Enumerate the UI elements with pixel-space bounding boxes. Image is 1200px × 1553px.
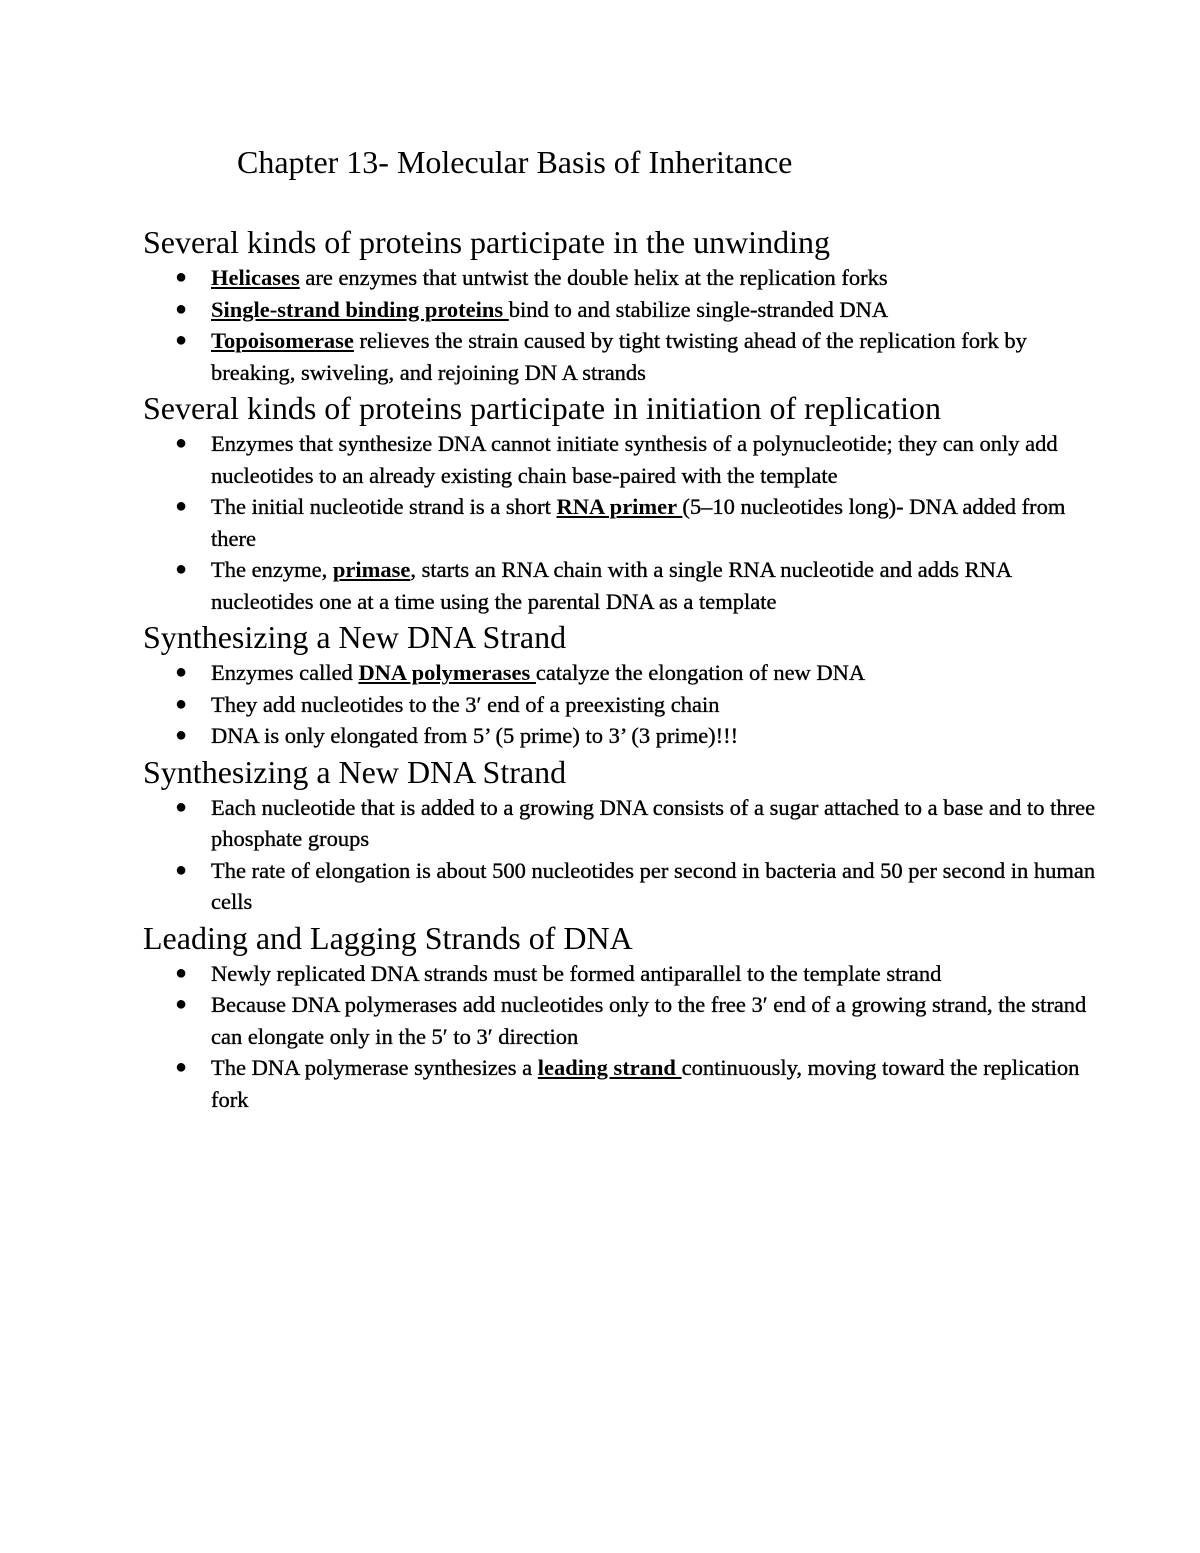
item-text: They add nucleotides to the 3′ end of a preexisting chain bbox=[211, 691, 720, 717]
item-text: are enzymes that untwist the double helix at the replication forks bbox=[299, 265, 888, 290]
bullet-icon: ● bbox=[175, 329, 188, 351]
page-title: Chapter 13- Molecular Basis of Inheritance bbox=[237, 144, 793, 180]
document-body bbox=[143, 222, 1103, 1115]
bullet-icon: ● bbox=[175, 858, 188, 881]
section-unwinding bbox=[143, 222, 1103, 388]
item-text: The initial nucleotide strand is a short bbox=[211, 494, 557, 519]
item-text: Newly replicated DNA strands must be formed antiparallel to the template strand bbox=[211, 960, 942, 986]
list-item bbox=[143, 262, 1103, 294]
bullet-icon: ● bbox=[175, 266, 188, 288]
bullet-list bbox=[143, 958, 1103, 1116]
bullet-icon: ● bbox=[175, 795, 188, 818]
section-heading: Synthesizing a New DNA Strand bbox=[143, 619, 567, 655]
key-term: Helicases bbox=[211, 265, 300, 290]
key-term: RNA primer bbox=[556, 494, 683, 519]
bullet-icon: ● bbox=[175, 495, 188, 517]
bullet-icon: ● bbox=[175, 724, 188, 746]
section-heading: Leading and Lagging Strands of DNA bbox=[143, 919, 633, 956]
item-text: Because DNA polymerases add nucleotides only to the free 3′ end of a growing strand, the strand can elongate only in the 5′ to 3′ direction bbox=[211, 992, 1087, 1049]
list-item bbox=[143, 657, 1103, 689]
list-item bbox=[143, 958, 1103, 990]
item-text: The rate of elongation is about 500 nucleotides per second in bacteria and 50 per second in human cells bbox=[211, 857, 1096, 914]
item-text: relieves the strain caused by tight twisting ahead of the replication fork by breaking, swiveling, and rejoining DN A strands bbox=[211, 328, 1027, 385]
list-item bbox=[143, 720, 1103, 752]
bullet-icon: ● bbox=[175, 692, 188, 715]
list-item bbox=[143, 989, 1103, 1052]
list-item bbox=[143, 689, 1103, 721]
list-item bbox=[143, 428, 1103, 491]
key-term: leading strand bbox=[537, 1055, 682, 1080]
bullet-list bbox=[143, 262, 1103, 388]
list-item bbox=[143, 792, 1103, 855]
key-term: primase bbox=[332, 557, 411, 582]
list-item bbox=[143, 325, 1103, 388]
key-term: Single-strand binding proteins bbox=[211, 296, 509, 322]
bullet-icon: ● bbox=[175, 558, 188, 580]
section-synthesizing-1 bbox=[143, 617, 1103, 752]
bullet-icon: ● bbox=[175, 1056, 188, 1078]
item-text: bind to and stabilize single-stranded DNA bbox=[508, 296, 889, 322]
item-text: , starts an RNA chain with a single RNA nucleotide and adds RNA nucleotides one at a time using the parental DNA as a template bbox=[211, 557, 1011, 614]
bullet-icon: ● bbox=[175, 297, 188, 320]
bullet-list bbox=[143, 428, 1103, 617]
bullet-list bbox=[143, 792, 1103, 918]
list-item bbox=[143, 554, 1103, 617]
item-text: DNA is only elongated from 5’ (5 prime) to 3’ (3 prime)!!! bbox=[211, 723, 739, 748]
item-text: Each nucleotide that is added to a growing DNA consists of a sugar attached to a base and to three phosphate groups bbox=[211, 794, 1096, 851]
section-heading: Synthesizing a New DNA Strand bbox=[143, 753, 567, 790]
section-initiation bbox=[143, 388, 1103, 617]
item-text: Enzymes called bbox=[211, 660, 359, 685]
item-text: catalyze the elongation of new DNA bbox=[535, 660, 866, 685]
section-heading: Several kinds of proteins participate in the unwinding bbox=[143, 224, 830, 260]
key-term: Topoisomerase bbox=[211, 328, 354, 353]
item-text: continuously, moving toward the replication fork bbox=[211, 1055, 1080, 1112]
list-item bbox=[143, 1052, 1103, 1115]
item-text: (5–10 nucleotides long)- DNA added from there bbox=[211, 494, 1066, 551]
key-term: DNA polymerases bbox=[358, 660, 536, 685]
section-leading-lagging bbox=[143, 918, 1103, 1116]
list-item bbox=[143, 855, 1103, 918]
list-item bbox=[143, 491, 1103, 554]
item-text: The enzyme, bbox=[211, 557, 333, 582]
list-item bbox=[143, 294, 1103, 326]
bullet-icon: ● bbox=[175, 661, 188, 683]
bullet-icon: ● bbox=[175, 961, 188, 984]
item-text: Enzymes that synthesize DNA cannot initiate synthesis of a polynucleotide; they can only add nucleotides to an already existing chain base-paired with the template bbox=[211, 431, 1058, 488]
bullet-icon: ● bbox=[175, 432, 188, 454]
bullet-list bbox=[143, 657, 1103, 752]
item-text: The DNA polymerase synthesizes a bbox=[211, 1055, 538, 1080]
bullet-icon: ● bbox=[175, 993, 188, 1015]
section-synthesizing-2 bbox=[143, 752, 1103, 918]
section-heading: Several kinds of proteins participate in initiation of replication bbox=[143, 390, 941, 426]
